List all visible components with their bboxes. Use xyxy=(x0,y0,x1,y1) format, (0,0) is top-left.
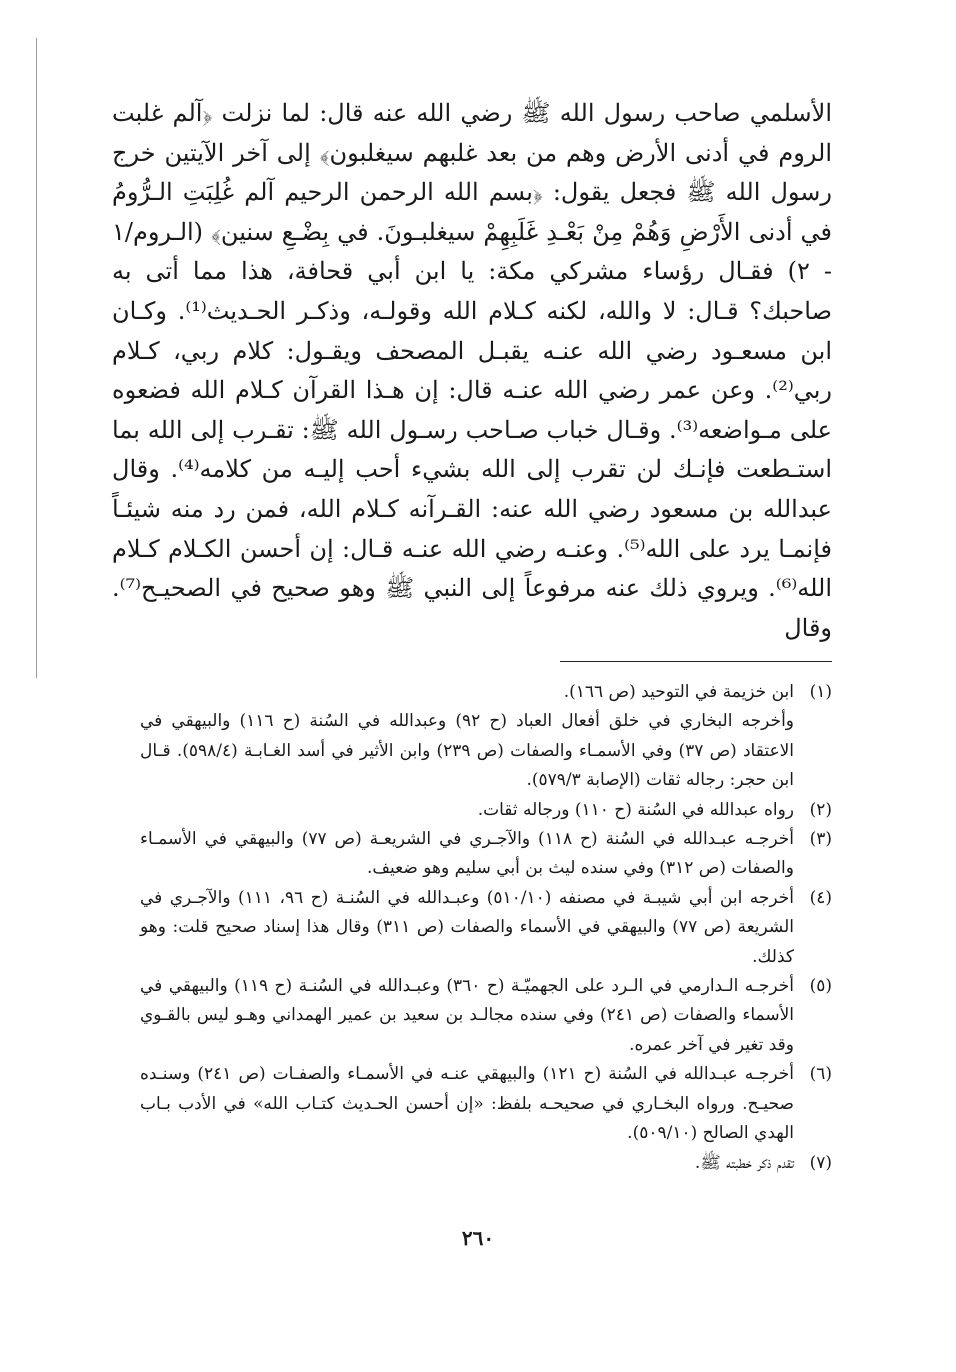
footnote-number: (٢) xyxy=(809,799,832,820)
footnote-text: ابن خزيمة في التوحيد (ص ١٦٦). xyxy=(563,682,794,702)
body-paragraph: الأسلمي صاحب رسول الله ﷺ رضي الله عنه قال: لما نزلت ﴿آلم غلبت الروم في أدنى الأرض وهم من بعد غلبهم سيغلبون﴾ إلى آخر الآيتين خرج رسول الله ﷺ فجعل يقول: ﴿بسم الله الرحمن الرحيم آلم غُلِبَتِ الـرُّومُ في أدنى الأَرْضِ وَهُمْ مِنْ بَعْـدِ غَلَبِهِمْ سيغلبـونَ. في بِضْـعِ سنين﴾ (الـروم/١ - ٢) فقـال رؤساء مشركي مكة: يا ابن أبي قحافة، هذا مما أتى به صاحبك؟ قـال: لا والله، لكنه كـلام الله وقولـه، وذكـر الحـديث⁽¹⁾. وكـان ابن مسعـود رضي الله عنـه يقبـل المصحف ويقـول: كلام ربي، كـلام ربي⁽²⁾. وعن عمر رضي الله عنـه قال: إن هـذا القرآن كـلام الله فضعوه على مـواضعه⁽³⁾. وقـال خباب صـاحب رسـول الله ﷺ: تقـرب إلى الله بما استـطعت فإنـك لن تقرب إلى الله بشيء أحب إليـه من كلامه⁽⁴⁾. وقال عبدالله بن مسعود رضي الله عنه: القـرآنه كـلام الله، فمن رد منه شيئـاً فإنمـا يرد على الله⁽⁵⁾. وعنـه رضي الله عنـه قـال: إن أحسن الكـلام كـلام الله⁽⁶⁾. ويروي ذلك عنه مرفوعاً إلى النبي ﷺ وهو صحيح في الصحيـح⁽⁷⁾. وقال xyxy=(112,99,833,642)
footnote-2 xyxy=(140,796,832,825)
main-body xyxy=(112,94,832,648)
footnote-number: (٦) xyxy=(809,1064,832,1085)
footnote-3 xyxy=(140,825,832,884)
footnote-text: أخرجه ابن أبي شيبـة في مصنفه (٥١٠/١٠) وعبـدالله في السُنـة (ح ٩٦، ١١١) والآجـري في الشريعة (ص ٧٧) والبيهقي في الأسماء والصفات (ص ٣١١) وقال هذا إسناد صحيح قلت: وهو كذلك. xyxy=(140,887,794,967)
footnote-number: (٥) xyxy=(809,976,832,997)
footnote-5 xyxy=(140,972,832,1060)
footnote-7 xyxy=(140,1149,832,1178)
footnote-number: (١) xyxy=(809,682,832,702)
page-binding-line xyxy=(36,38,37,678)
footnote-1 xyxy=(140,678,832,707)
footnote-separator xyxy=(560,661,832,662)
footnote-1-continuation: وأخرجه البخاري في خلق أفعال العباد (ح ٩٢) وعبدالله في السُنة (ح ١١٦) والبيهقي في الاعتقاد (ص ٣٧) وفي الأسمـاء والصفات (ص ٢٣٩) وابن الأثير في أسد الغـابـة (٥٩٨/٤). قـال ابن حجر: رجاله ثقات (الإصابة ٥٧٩/٣). xyxy=(140,711,795,791)
footnote-number: (٤) xyxy=(809,887,832,908)
footnote-text: أخرجـه الـدارمي في الـرد على الجهميّـة (ح ٣٦٠) وعبـدالله في السُنـة (ح ١١٩) والبيهقي في الأسماء والصفات (ص ٢٤١) وفي سنده مجالـد بن سعيد بن عمير الهمداني وهـو ليس بالقـوي وقد تغير في آخر عمره. xyxy=(140,976,794,1055)
footnote-number: (٧) xyxy=(809,1152,832,1173)
footnote-text: أخرجـه عبـدالله في السُنة (ح ١١٨) والآجـري في الشريعـة (ص ٧٧) والبيهقي في الأسمـاء والصفات (ص ٣١٢) وفي سنده ليث بن أبي سليم وهو ضعيف. xyxy=(140,829,795,879)
footnote-6 xyxy=(140,1060,832,1148)
footnotes-section xyxy=(140,678,832,1178)
footnote-4 xyxy=(140,884,832,972)
footnote-text: تقدم ذكر خطبته ﷺ. xyxy=(694,1152,794,1173)
footnote-text: رواه عبدالله في السُنة (ح ١١٠) ورجاله ثقات. xyxy=(477,799,794,820)
footnote-number: (٣) xyxy=(809,829,832,850)
page-number: ٢٦٠ xyxy=(461,1226,495,1250)
footnote-text: أخرجـه عبـدالله في السُنة (ح ١٢١) والبيهقي عنـه في الأسمـاء والصفـات (ص ٢٤١) وسنـده صحيـح. ورواه البخـاري في صحيحـه بلفظ: «إن أحسن الحـديث كتـاب الله» في الأدب بـاب الهدي الصالح (٥٠٩/١٠). xyxy=(140,1064,794,1144)
